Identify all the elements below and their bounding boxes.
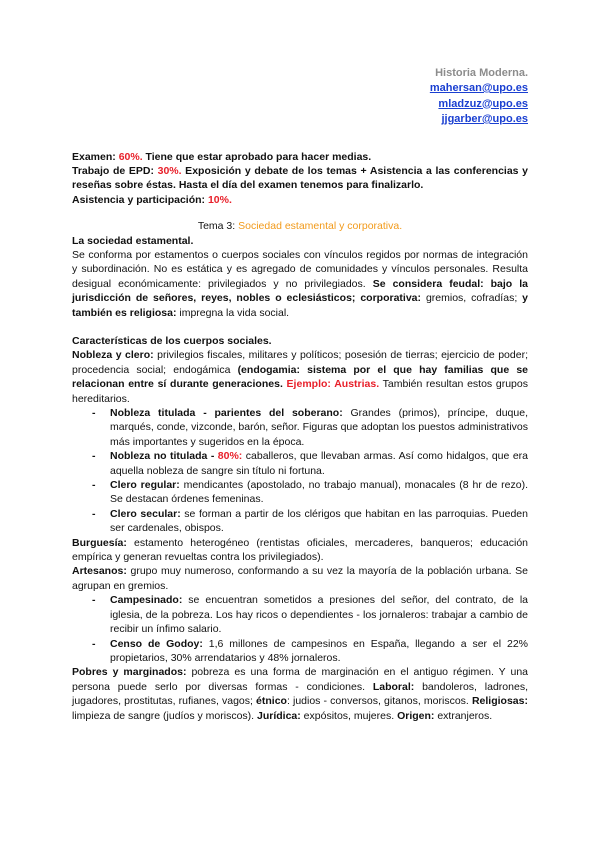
pobres-paragraph: Pobres y marginados: pobreza es una forma de marginación en el antiguo régimen. Y una persona puede serlo por diversas formas - condiciones. Laboral: bandoleros, ladrones, jugadores, prostitutas, rufianes, vagos; étnico: judios - conversos, gitanos, moriscos. Religiosas: limpieza de sangre (judíos y moriscos). Jurídica: expósitos, mujeres. Origen: extranjeros. [72, 666, 528, 722]
email-link-1[interactable]: mahersan@upo.es [429, 82, 528, 94]
email-link-3[interactable]: jjgarber@upo.es [441, 113, 528, 125]
list-item: - Clero regular: mendicantes (apostolado, no trabajo manual), monacales (8 hr de rezo). Se destacan órdenes femeninas. [92, 478, 528, 507]
nobleza-paragraph: Nobleza y clero: privilegios fiscales, militares y políticos; posesión de tierras; ejercicio de poder; procedencia social; endogámica (endogamia: sistema por el que hay familias que se relacionan entre sí durante generaciones. Ejemplo: Austrias. También resultan estos grupos hereditarios. [72, 349, 528, 405]
list-item: - Censo de Godoy: 1,6 millones de campesinos en España, llegando a ser el 22% propietarios, 30% arrendatarios y 48% jornaleros. [92, 637, 528, 666]
campesinado-list [72, 593, 528, 665]
artesanos-paragraph: Artesanos: grupo muy numeroso, conformando a su vez la mayoría de la población urbana. Se agrupan en gremios. [72, 565, 528, 592]
list-item: - Nobleza no titulada - 80%: caballeros, que llevaban armas. Así como hidalgos, que era aquella nobleza de sangre sin título ni fortuna. [92, 449, 528, 478]
list-item: - Campesinado: se encuentran sometidos a presiones del señor, del contrato, de la iglesia, de la pobreza. Los hay ricos o dependientes - los jornaleros: trabajar a cambio de recibir un ínfimo salario. [92, 593, 528, 636]
topic-title: Tema 3: Sociedad estamental y corporativa. [197, 220, 403, 233]
grading-epd: Trabajo de EPD: 30%. Exposición y debate de los temas + Asistencia a las conferencias y reseñas sobre éstas. Hasta el día del examen tenemos para finalizarlo. [72, 164, 528, 192]
grading-attendance: Asistencia y participación: 10%. [72, 193, 232, 206]
section-heading-caracteristicas: Características de los cuerpos sociales. [72, 334, 272, 347]
course-title: Historia Moderna. [435, 67, 528, 79]
burguesia-paragraph: Burguesía: estamento heterogéneo (rentistas oficiales, mercaderes, banqueros; educación empírica y generan revueltas contra los privilegiados). [72, 536, 528, 564]
document-page [72, 66, 528, 723]
list-item: - Nobleza titulada - parientes del soberano: Grandes (primos), príncipe, duque, marqués, conde, vizconde, barón, señor. Figuras que adoptan los puestos administrativos más importantes y sugeridos en la época. [92, 406, 528, 449]
grading-exam: Examen: 60%. Tiene que estar aprobado para hacer medias. [72, 150, 372, 163]
sociedad-paragraph: Se conforma por estamentos o cuerpos sociales con vínculos regidos por normas de integración y subordinación. No es estática y es agregado de comunidades y vínculos personales. Resulta desigual económicamente: privilegiados y no privilegiados. Se considera feudal: bajo la jurisdicción de señores, reyes, nobles o eclesiásticos; corporativa: gremios, cofradías; y también es religiosa: impregna la vida social. [72, 248, 528, 319]
nobleza-clero-list [72, 406, 528, 536]
header [72, 66, 528, 128]
email-link-2[interactable]: mladzuz@upo.es [438, 97, 528, 110]
section-heading-sociedad: La sociedad estamental. [72, 234, 194, 247]
list-item: - Clero secular: se forman a partir de los clérigos que habitan en las parroquias. Pueden ser cardenales, obispos. [92, 507, 528, 536]
